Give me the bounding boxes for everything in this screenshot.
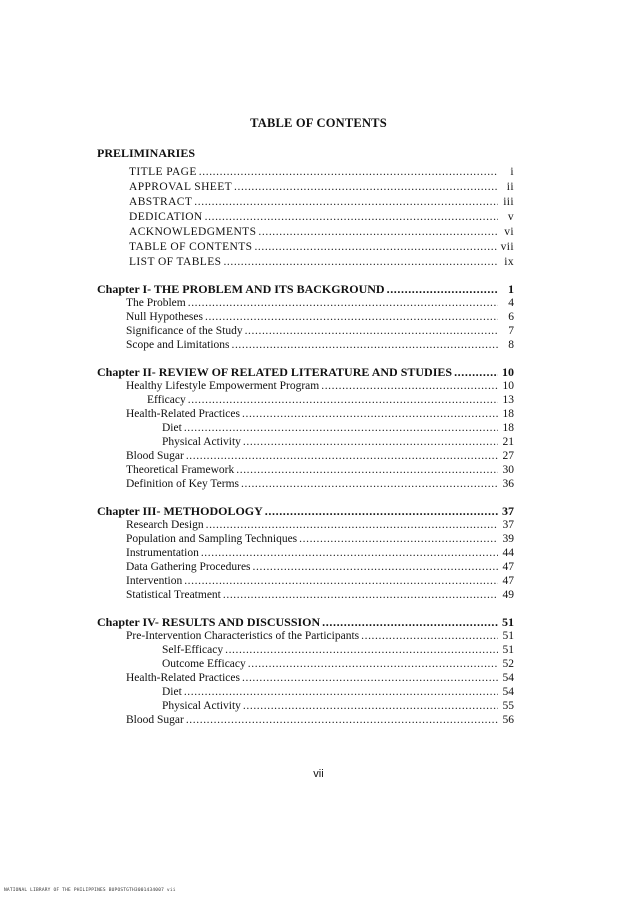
toc-entry-page: 54 bbox=[502, 672, 514, 684]
toc-entry-page: 4 bbox=[508, 297, 514, 309]
chapter-title: Chapter III- METHODOLOGY bbox=[97, 505, 263, 518]
toc-entry-page: 21 bbox=[502, 436, 514, 448]
toc-entry-page: i bbox=[510, 166, 514, 178]
leader-dots bbox=[253, 561, 498, 574]
leader-dots bbox=[188, 297, 498, 310]
toc-entry-label: Healthy Lifestyle Empowerment Program bbox=[126, 380, 320, 392]
toc-entry-label: ABSTRACT bbox=[129, 196, 193, 208]
toc-entry bbox=[126, 325, 514, 338]
toc-entry bbox=[126, 339, 514, 352]
leader-dots bbox=[199, 166, 498, 179]
leader-dots bbox=[205, 211, 498, 224]
leader-dots bbox=[241, 478, 498, 491]
chapter-title: Chapter IV- RESULTS AND DISCUSSION bbox=[97, 616, 321, 629]
toc-entry-label: Definition of Key Terms bbox=[126, 478, 240, 490]
toc-entry-page: 44 bbox=[502, 547, 514, 559]
leader-dots bbox=[184, 422, 498, 435]
leader-dots bbox=[225, 644, 498, 657]
toc-entry-label: Physical Activity bbox=[162, 436, 241, 448]
leader-dots bbox=[299, 533, 498, 546]
toc-entry-label: Research Design bbox=[126, 519, 204, 531]
toc-entry-label: Instrumentation bbox=[126, 547, 199, 559]
chapter-heading bbox=[97, 366, 514, 379]
leader-dots bbox=[186, 450, 498, 463]
toc-entry-page: 49 bbox=[502, 589, 514, 601]
toc-entry bbox=[129, 211, 514, 224]
chapter-page: 37 bbox=[502, 505, 514, 518]
leader-dots bbox=[254, 241, 498, 254]
leader-dots bbox=[223, 589, 498, 602]
leader-dots bbox=[186, 714, 498, 727]
leader-dots bbox=[361, 630, 498, 643]
chapter-page: 10 bbox=[502, 366, 514, 379]
footer-page-number: vii bbox=[313, 768, 324, 780]
leader-dots bbox=[184, 686, 498, 699]
toc-entry-page: 47 bbox=[502, 561, 514, 573]
toc-entry-label: Significance of the Study bbox=[126, 325, 243, 337]
chapter-page: 1 bbox=[508, 283, 514, 296]
toc-entry-page: iii bbox=[503, 196, 514, 208]
toc-entry-page: 37 bbox=[502, 519, 514, 531]
leader-dots bbox=[322, 616, 498, 629]
toc-entry-label: Population and Sampling Techniques bbox=[126, 533, 298, 545]
toc-entry-label: Health-Related Practices bbox=[126, 408, 240, 420]
toc-entry-page: 36 bbox=[502, 478, 514, 490]
toc-entry-page: vii bbox=[500, 241, 514, 253]
toc-entry bbox=[126, 561, 514, 574]
toc-entry-label: Statistical Treatment bbox=[126, 589, 221, 601]
toc-entry-label: Outcome Efficacy bbox=[162, 658, 246, 670]
leader-dots bbox=[201, 547, 498, 560]
toc-entry-page: 27 bbox=[502, 450, 514, 462]
toc-entry-page: 52 bbox=[502, 658, 514, 670]
toc-entry-label: Data Gathering Procedures bbox=[126, 561, 251, 573]
toc-entry bbox=[129, 166, 514, 179]
toc-entry-page: 56 bbox=[502, 714, 514, 726]
leader-dots bbox=[234, 181, 498, 194]
leader-dots bbox=[184, 575, 498, 588]
toc-entry bbox=[126, 714, 514, 727]
toc-entry-page: 30 bbox=[502, 464, 514, 476]
toc-entry bbox=[129, 256, 514, 269]
toc-entry-page: 13 bbox=[502, 394, 514, 406]
leader-dots bbox=[242, 408, 498, 421]
toc-entry-label: Pre-Intervention Characteristics of the Participants bbox=[126, 630, 360, 642]
toc-entry-label: Diet bbox=[162, 686, 182, 698]
library-stamp: NATIONAL LIBRARY OF THE PHILIPPINES BUPOSTGTH3001434007 vii bbox=[4, 888, 176, 893]
leader-dots bbox=[223, 256, 498, 269]
leader-dots bbox=[194, 196, 498, 209]
toc-entry-page: 51 bbox=[502, 630, 514, 642]
toc-entry-label: DEDICATION bbox=[129, 211, 203, 223]
toc-entry-label: Blood Sugar bbox=[126, 714, 184, 726]
toc-entry-page: 54 bbox=[502, 686, 514, 698]
toc-entry-label: Intervention bbox=[126, 575, 183, 587]
leader-dots bbox=[454, 366, 498, 379]
chapter-heading bbox=[97, 616, 514, 629]
chapter-heading bbox=[97, 283, 514, 296]
toc-entry bbox=[147, 394, 514, 407]
toc-entry bbox=[126, 519, 514, 532]
leader-dots bbox=[245, 325, 498, 338]
leader-dots bbox=[206, 519, 498, 532]
toc-entry-page: 10 bbox=[502, 380, 514, 392]
toc-entry bbox=[162, 658, 514, 671]
toc-entry-page: 47 bbox=[502, 575, 514, 587]
toc-entry-page: 39 bbox=[502, 533, 514, 545]
leader-dots bbox=[243, 436, 498, 449]
toc-entry bbox=[129, 241, 514, 254]
leader-dots bbox=[258, 226, 498, 239]
toc-entry-label: Efficacy bbox=[147, 394, 186, 406]
preliminaries-heading: PRELIMINARIES bbox=[97, 146, 196, 160]
toc-entry-label: Self-Efficacy bbox=[162, 644, 224, 656]
toc-entry-page: 55 bbox=[502, 700, 514, 712]
leader-dots bbox=[248, 658, 498, 671]
toc-entry bbox=[162, 436, 514, 449]
toc-entry-page: 51 bbox=[502, 644, 514, 656]
toc-entry-page: ii bbox=[506, 181, 514, 193]
toc-entry-label: Diet bbox=[162, 422, 182, 434]
toc-entry bbox=[126, 575, 514, 588]
page-title: TABLE OF CONTENTS bbox=[250, 116, 387, 130]
toc-entry bbox=[162, 644, 514, 657]
toc-entry bbox=[162, 686, 514, 699]
toc-entry bbox=[126, 297, 514, 310]
toc-entry-page: ix bbox=[504, 256, 514, 268]
toc-entry bbox=[126, 672, 514, 685]
toc-entry-label: APPROVAL SHEET bbox=[129, 181, 233, 193]
chapter-page: 51 bbox=[502, 616, 514, 629]
toc-entry-page: 8 bbox=[508, 339, 514, 351]
toc-entry bbox=[162, 700, 514, 713]
leader-dots bbox=[205, 311, 498, 324]
toc-entry bbox=[126, 450, 514, 463]
toc-entry bbox=[162, 422, 514, 435]
toc-entry-label: The Problem bbox=[126, 297, 186, 309]
toc-entry bbox=[126, 408, 514, 421]
leader-dots bbox=[236, 464, 498, 477]
toc-entry-page: 18 bbox=[502, 408, 514, 420]
toc-entry-label: Theoretical Framework bbox=[126, 464, 235, 476]
toc-entry-label: Health-Related Practices bbox=[126, 672, 240, 684]
chapter-heading bbox=[97, 505, 514, 518]
leader-dots bbox=[321, 380, 498, 393]
leader-dots bbox=[242, 672, 498, 685]
toc-entry-page: 6 bbox=[508, 311, 514, 323]
toc-entry bbox=[129, 181, 514, 194]
toc-entry bbox=[126, 547, 514, 560]
toc-entry bbox=[126, 311, 514, 324]
leader-dots bbox=[265, 505, 498, 518]
leader-dots bbox=[188, 394, 498, 407]
toc-entry-label: LIST OF TABLES bbox=[129, 256, 222, 268]
toc-entry-label: ACKNOWLEDGMENTS bbox=[129, 226, 257, 238]
toc-entry bbox=[126, 380, 514, 393]
toc-entry bbox=[129, 196, 514, 209]
toc-entry bbox=[126, 464, 514, 477]
toc-entry bbox=[126, 533, 514, 546]
toc-entry-label: Scope and Limitations bbox=[126, 339, 230, 351]
toc-entry-label: TITLE PAGE bbox=[129, 166, 197, 178]
toc-entry bbox=[126, 589, 514, 602]
toc-entry-label: Physical Activity bbox=[162, 700, 241, 712]
leader-dots bbox=[387, 283, 498, 296]
toc-entry-label: TABLE OF CONTENTS bbox=[129, 241, 253, 253]
toc-entry-label: Blood Sugar bbox=[126, 450, 184, 462]
toc-entry bbox=[126, 478, 514, 491]
leader-dots bbox=[231, 339, 498, 352]
chapter-title: Chapter II- REVIEW OF RELATED LITERATURE AND STUDIES bbox=[97, 366, 453, 379]
leader-dots bbox=[243, 700, 498, 713]
toc-entry-page: 7 bbox=[508, 325, 514, 337]
toc-entry bbox=[129, 226, 514, 239]
toc-entry-label: Null Hypotheses bbox=[126, 311, 203, 323]
toc-entry-page: vi bbox=[504, 226, 514, 238]
toc-entry-page: v bbox=[507, 211, 514, 223]
chapter-title: Chapter I- THE PROBLEM AND ITS BACKGROUND bbox=[97, 283, 385, 296]
toc-entry-page: 18 bbox=[502, 422, 514, 434]
toc-entry bbox=[126, 630, 514, 643]
